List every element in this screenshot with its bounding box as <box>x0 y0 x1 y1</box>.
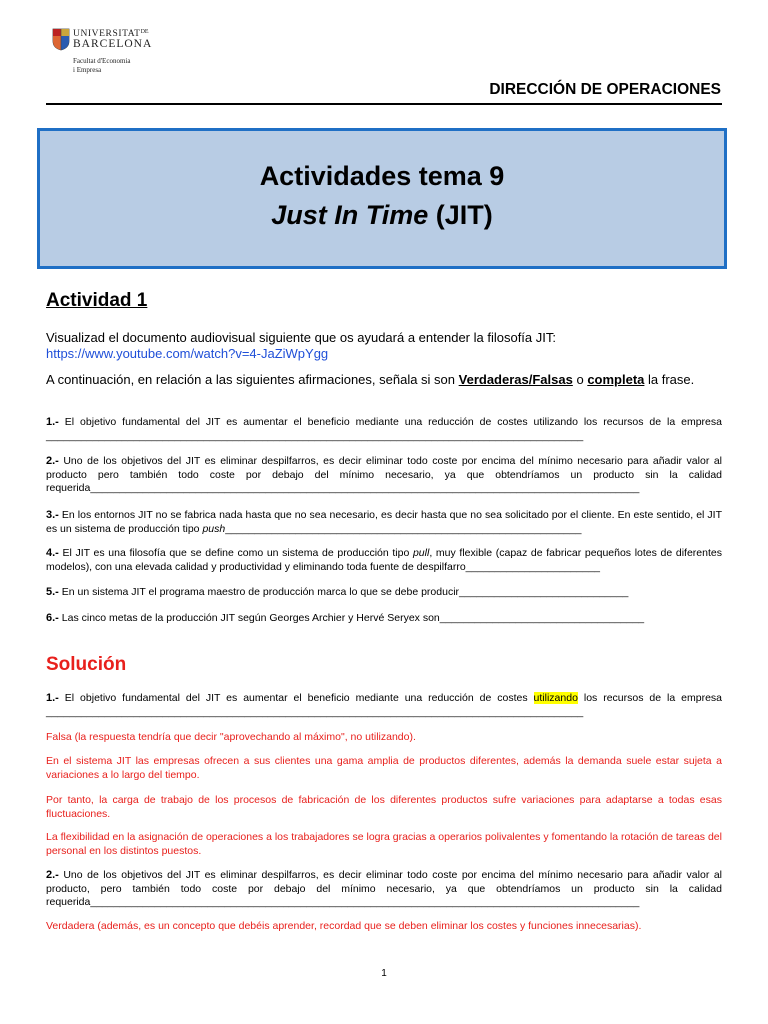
document-title: Actividades tema 9 <box>259 161 505 191</box>
question-number: 1.- <box>46 416 59 428</box>
university-shield-icon <box>52 28 70 51</box>
page-number: 1 <box>381 968 387 979</box>
question-text: El objetivo fundamental del JIT es aumentar el beneficio mediante una reducción de costes utilizando los recursos de la empresa ____________________________________________________________________________________________ <box>46 416 722 442</box>
instr-bold-2: completa <box>587 372 645 387</box>
question-text: El objetivo fundamental del JIT es aumentar el beneficio mediante una reducción de costes <box>58 692 534 704</box>
question-text: En los entornos JIT no se fabrica nada hasta que no sea necesario, es decir hasta que no sea solicitado por el cliente. En este sentido, el JIT es un sistema de producción tipo <box>46 509 722 535</box>
document-subtitle <box>40 200 724 231</box>
question-number: 2.- <box>46 869 59 881</box>
question-text-end: , muy flexible (capaz de fabricar pequeños lotes de diferentes modelos), con una elevada calidad y productividad y eliminando toda fuente de despilfarro_______________________ <box>46 547 722 573</box>
question-number: 6.- <box>46 612 59 624</box>
header-rule <box>46 103 722 105</box>
subtitle-rest: (JIT) <box>428 200 493 230</box>
solution-question-2 <box>46 869 722 910</box>
question-text: Uno de los objetivos del JIT es eliminar despilfarros, es decir eliminar todo coste por encima del mínimo necesario para añadir valor al producto pero también todo coste por debajo del mínimo necesario, ya que obtendríamos un producto sin la calidad requerida______________________________________________________________________________________________ <box>46 455 722 494</box>
course-title: DIRECCIÓN DE OPERACIONES <box>489 81 721 98</box>
activity-heading: Actividad 1 <box>46 290 148 311</box>
question-number: 5.- <box>46 586 59 598</box>
question-italic: pull <box>412 547 430 559</box>
question-5 <box>46 586 722 600</box>
logo-faculty-line-1: Facultat d'Economia <box>73 57 131 65</box>
question-blank: _____________________________________________________________ <box>225 522 582 535</box>
subtitle-italic: Just In Time <box>271 200 429 230</box>
solution-answer-2: En el sistema JIT las empresas ofrecen a sus clientes una gama amplia de productos diferentes, además la demanda suele estar sujeta a variaciones a lo largo del tiempo. <box>46 755 722 781</box>
video-link[interactable]: https://www.youtube.com/watch?v=4-JaZiWpYgg <box>46 345 329 361</box>
question-number: 1.- <box>46 692 59 704</box>
question-text: Las cinco metas de la producción JIT según Georges Archier y Hervé Seryex son___________________________________ <box>58 612 645 624</box>
intro-text: Visualizad el documento audiovisual siguiente que os ayudará a entender la filosofía JIT: <box>46 330 556 345</box>
question-number: 4.- <box>46 547 59 559</box>
question-number: 3.- <box>46 509 59 521</box>
question-italic: push <box>202 522 226 535</box>
instr-bold-1: Verdaderas/Falsas <box>458 372 573 387</box>
logo-barcelona-line: BARCELONA <box>73 38 153 50</box>
question-6 <box>46 612 722 626</box>
question-number: 2.- <box>46 455 59 467</box>
instr-text: A continuación, en relación a las siguientes afirmaciones, señala si son <box>46 372 459 387</box>
instr-text-mid: o <box>572 372 588 387</box>
question-text: Uno de los objetivos del JIT es eliminar despilfarros, es decir eliminar todo coste por encima del mínimo necesario para añadir valor al producto, pero también todo coste por debajo del mínimo necesario, ya que obtendríamos un producto sin la calidad requerida______________________________________________________________________________________________ <box>46 869 722 908</box>
question-text-end: los recursos de la empresa ____________________________________________________________________________________________ <box>46 692 722 718</box>
solution-answer-5: Verdadera (además, es un concepto que debéis aprender, recordad que se deben eliminar los costes y funciones innecesarias). <box>46 920 642 932</box>
solution-heading: Solución <box>46 654 127 675</box>
university-logo <box>52 28 162 80</box>
question-text: El JIT es una filosofía que se define como un sistema de producción tipo <box>58 547 413 559</box>
solution-answer-3: Por tanto, la carga de trabajo de los procesos de fabricación de los diferentes productos sufre variaciones para adaptarse a todas esas fluctuaciones. <box>46 794 722 820</box>
title-box <box>37 128 727 269</box>
solution-question-1 <box>46 692 722 719</box>
highlighted-word: utilizando <box>533 692 578 704</box>
question-3 <box>46 509 722 536</box>
logo-faculty-line-2: i Empresa <box>73 66 102 74</box>
question-2 <box>46 455 722 496</box>
solution-answer-4: La flexibilidad en la asignación de operaciones a los trabajadores se logra gracias a operarios polivalentes y fomentando la rotación de tareas del personal en los distintos puestos. <box>46 831 722 857</box>
question-4 <box>46 547 722 574</box>
instr-text-end: la frase. <box>644 372 695 387</box>
logo-university-line: $UNIVERSITAT^{DE}$ <box>73 29 149 39</box>
solution-answer-1: Falsa (la respuesta tendría que decir "aprovechando al máximo", no utilizando). <box>46 731 416 743</box>
activity-intro <box>46 330 722 361</box>
activity-instructions <box>46 372 722 388</box>
question-text: En un sistema JIT el programa maestro de producción marca lo que se debe producir_____________________________ <box>58 586 629 598</box>
question-1 <box>46 416 722 443</box>
